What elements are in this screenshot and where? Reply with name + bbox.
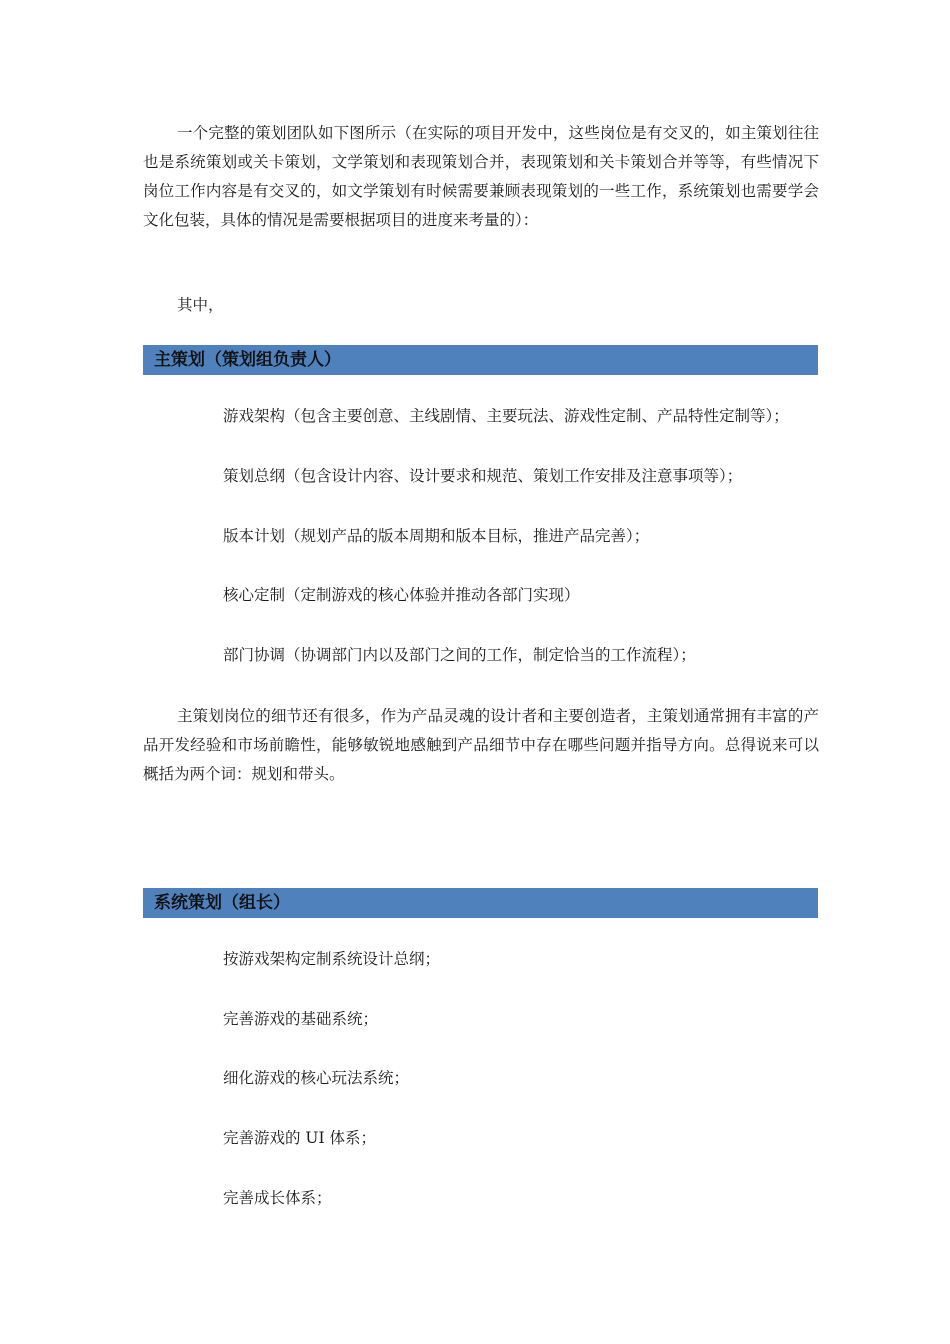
list-item: 版本计划（规划产品的版本周期和版本目标，推进产品完善）； [223,527,650,545]
list-item: 完善游戏的基础系统； [223,1010,379,1028]
intro-paragraph: 一个完整的策划团队如下图所示（在实际的项目开发中，这些岗位是有交叉的，如主策划往往也是系统策划或关卡策划，文学策划和表现策划合并，表现策划和关卡策划合并等等，有些情况下岗位工作内容是有交叉的，如文学策划有时候需要兼顾表现策划的一些工作，系统策划也需要学会文化包装，具体的情况是需要根据项目的进度来考量的）： [143,124,819,229]
list-item: 细化游戏的核心玩法系统； [223,1069,410,1087]
list-item: 游戏架构（包含主要创意、主线剧情、主要玩法、游戏性定制、产品特性定制等）； [223,407,789,425]
lead-designer-summary: 主策划岗位的细节还有很多，作为产品灵魂的设计者和主要创造者，主策划通常拥有丰富的产品开发经验和市场前瞻性，能够敏锐地感触到产品细节中存在哪些问题并指导方向。总得说来可以概括为两个词：规划和带头。 [143,707,819,783]
list-item: 核心定制（定制游戏的核心体验并推动各部门实现） [223,586,580,604]
qizhong-paragraph: 其中， [177,296,224,314]
list-item: 完善成长体系； [223,1189,332,1207]
list-item: 完善游戏的 UI 体系； [223,1129,377,1147]
section-heading-system-designer: 系统策划（组长） [143,888,818,918]
list-item: 策划总纲（包含设计内容、设计要求和规范、策划工作安排及注意事项等）； [223,467,743,485]
list-item: 部门协调（协调部门内以及部门之间的工作，制定恰当的工作流程）； [223,646,696,664]
section-heading-lead-designer: 主策划（策划组负责人） [143,345,818,375]
list-item: 按游戏架构定制系统设计总纲； [223,950,441,968]
